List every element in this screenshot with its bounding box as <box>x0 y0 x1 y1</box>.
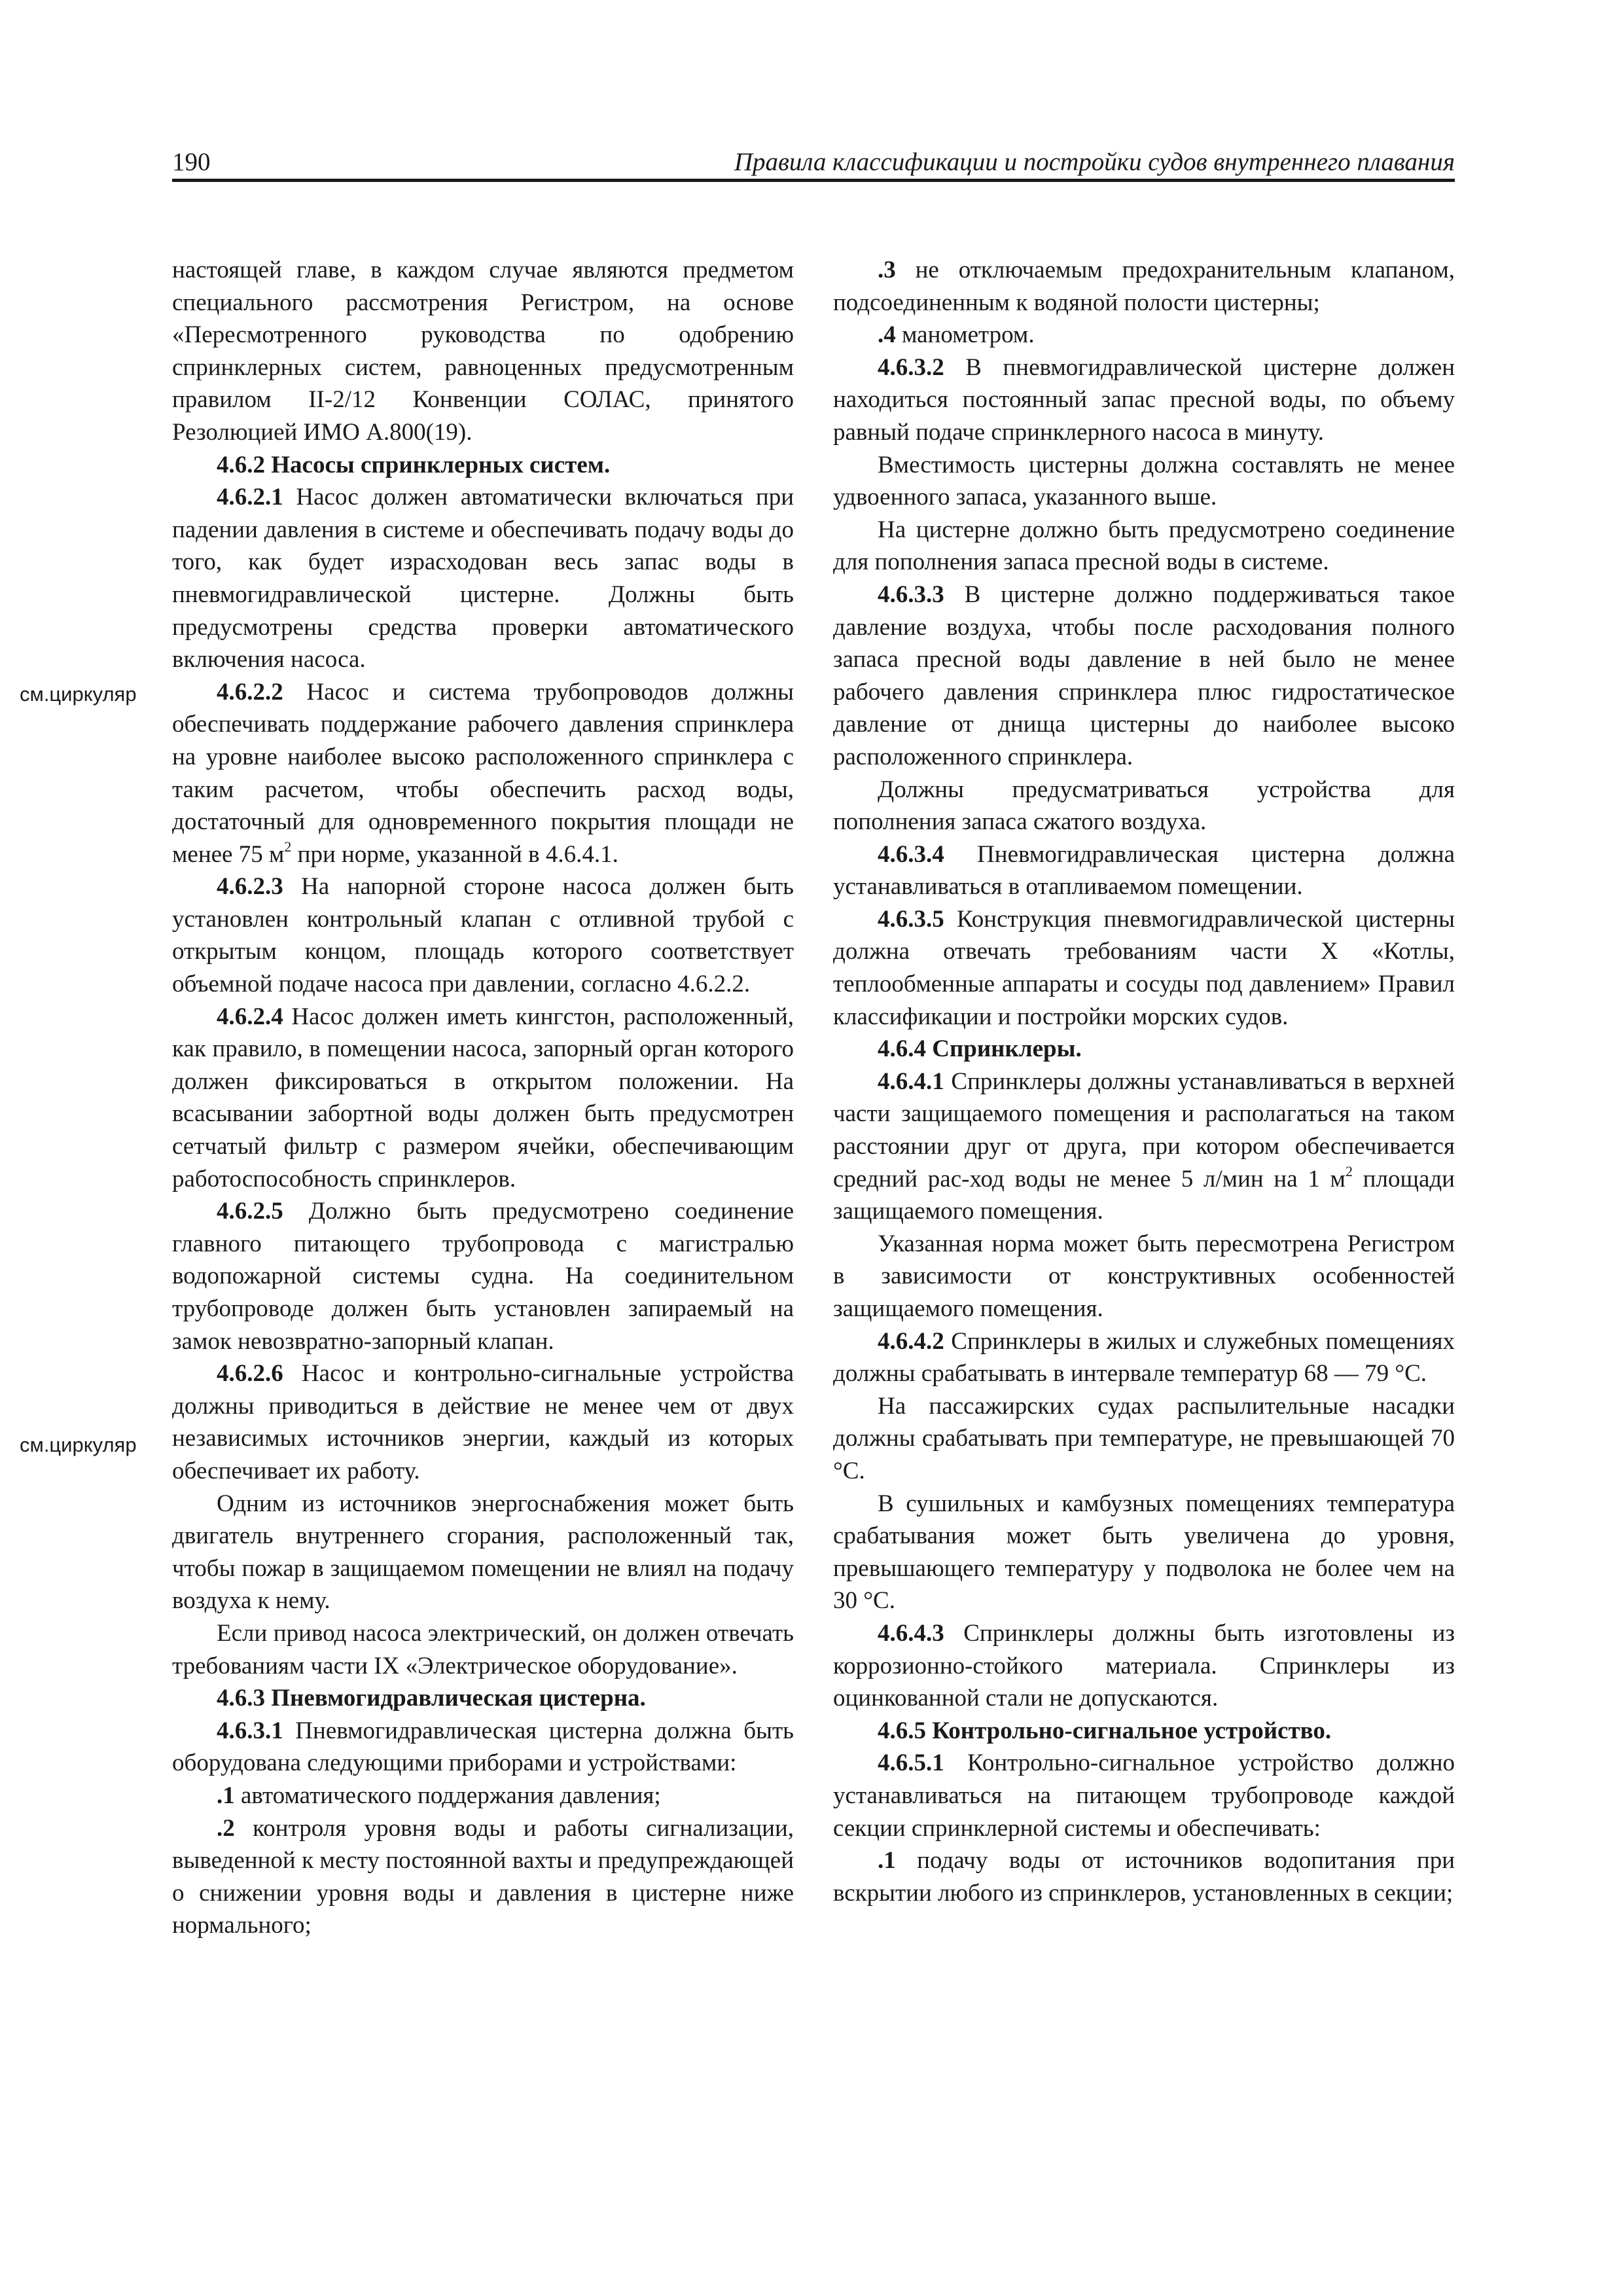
clause-number: 4.6.4.3 <box>878 1619 944 1647</box>
clause-4-6-4-1 <box>833 1066 1455 1228</box>
clause-text: площади защищаемого помещения. <box>833 1165 1455 1225</box>
clause-number: 4.6.2.3 <box>217 873 283 901</box>
superscript: 2 <box>284 838 292 855</box>
clause-number: 4.6.2.5 <box>217 1198 283 1225</box>
clause-4-6-5-1 <box>833 1747 1455 1844</box>
clause-number: 4.6.3.1 <box>217 1717 283 1744</box>
clause-4-6-3-3 <box>833 579 1455 774</box>
clause-text: В пневмогидравлической цистерне должен находиться постоянный запас пресной воды, по объему равный подаче спринклерного насоса в минуту. <box>833 353 1455 446</box>
section-heading-4-6-2: 4.6.2 Насосы спринклерных систем. <box>217 451 611 478</box>
clause-4-6-3-4 <box>833 838 1455 903</box>
clause-4-6-2-6 <box>172 1357 794 1487</box>
clause-text: На напорной стороне насоса должен быть установлен контрольный клапан с отливной трубой с открытым концом, площадь которого соответствует объемной подаче насоса при давлении, согласно 4.6.2.2. <box>172 873 794 998</box>
clause-4-6-2-1 <box>172 481 794 676</box>
clause-4-6-2-2 <box>172 676 794 871</box>
clause-number: 4.6.2.2 <box>217 678 283 706</box>
clause-text: Контрольно-сигнальное устройство должно устанавливаться на питающем трубопроводе каждой секции спринклерной системы и обеспечивать: <box>833 1749 1455 1842</box>
item-text: автоматического поддержания давления; <box>234 1782 661 1809</box>
list-item <box>833 1844 1455 1909</box>
clause-text: Конструкция пневмогидравлической цистерны должна отвечать требованиям части X «Котлы, теплообменные аппараты и сосуды под давлением» Правил классификации и постройки морских судов. <box>833 905 1455 1030</box>
clause-number: 4.6.2.4 <box>217 1003 283 1030</box>
clause-number: 4.6.3.5 <box>878 905 944 933</box>
clause-text: Насос и система трубопроводов должны обеспечивать поддержание рабочего давления спринклера на уровне наиболее высоко расположенного спринклера с таким расчетом, чтобы обеспечить расход воды, достаточный для одновременного покрытия площади не менее 75 м <box>172 678 794 868</box>
item-number: .3 <box>878 257 896 283</box>
section-heading-4-6-3: 4.6.3 Пневмогидравлическая цистерна. <box>217 1685 646 1712</box>
item-number: .1 <box>878 1847 896 1874</box>
clause-4-6-3-2 <box>833 351 1455 449</box>
clause-text: В цистерне должно поддерживаться такое давление воздуха, чтобы после расходования полного запаса пресной воды давление в ней было не менее рабочего давления спринклера плюс гидростатическое давление от днища цистерны до наиболее высоко расположенного спринклера. <box>833 581 1455 770</box>
item-text: контроля уровня воды и работы сигнализации, выведенной к месту постоянной вахты и предупреждающей о снижении уровня воды и давления в цистерне ниже нормального; <box>172 1814 794 1939</box>
clause-number: 4.6.4.1 <box>878 1067 944 1095</box>
running-title: Правила классификации и постройки судов внутреннего плавания <box>734 148 1455 176</box>
header-rule <box>172 179 1455 182</box>
clause-text: при норме, указанной в 4.6.4.1. <box>291 840 618 868</box>
page-number: 190 <box>172 148 211 176</box>
item-number: .2 <box>217 1814 235 1842</box>
paragraph: Должны предусматриваться устройства для пополнения запаса сжатого воздуха. <box>833 776 1455 836</box>
page-header <box>172 143 1455 182</box>
item-number: .4 <box>878 321 896 349</box>
clause-text: Пневмогидравлическая цистерна должна устанавливаться в отапливаемом помещении. <box>833 840 1455 901</box>
clause-4-6-2-5 <box>172 1195 794 1357</box>
clause-4-6-3-5 <box>833 903 1455 1033</box>
clause-number: 4.6.4.2 <box>878 1327 944 1355</box>
clause-text: Должно быть предусмотрено соединение главного питающего трубопровода с магистралью водопожарной системы судна. На соединительном трубопроводе должен быть установлен запираемый на замок невозвратно-запорный клапан. <box>172 1198 794 1355</box>
section-heading-4-6-4: 4.6.4 Спринклеры. <box>878 1035 1082 1063</box>
clause-number: 4.6.3.4 <box>878 840 944 868</box>
clause-4-6-4-3 <box>833 1617 1455 1715</box>
item-text: манометром. <box>895 321 1035 349</box>
item-text: не отключаемым предохранительным клапаном, подсоединенным к водяной полости цистерны; <box>833 257 1455 316</box>
paragraph: настоящей главе, в каждом случае являются предметом специального рассмотрения Регистром, на основе «Пересмотренного руководства по одобрению спринклерных систем, равноценных предусмотренным правилом II-2/12 Конвенции СОЛАС, принятого Резолюцией ИМО А.800(19). <box>172 257 794 446</box>
clause-text: Насос должен автоматически включаться при падении давления в системе и обеспечивать подачу воды до того, как будет израсходован весь запас воды в пневмогидравлической цистерне. Должны быть предусмотрены средства проверки автоматического включения насоса. <box>172 484 794 673</box>
paragraph: Если привод насоса электрический, он должен отвечать требованиям части IX «Электрическое оборудование». <box>172 1619 794 1679</box>
list-item <box>172 1812 794 1942</box>
paragraph: На цистерне должно быть предусмотрено соединение для пополнения запаса пресной воды в системе. <box>833 516 1455 576</box>
list-item <box>833 319 1455 351</box>
clause-text: Насос должен иметь кингстон, расположенный, как правило, в помещении насоса, запорный орган которого должен фиксироваться в открытом положении. На всасывании забортной воды должен быть предусмотрен сетчатый фильтр с размером ячейки, обеспечивающим работоспособность спринклеров. <box>172 1003 794 1193</box>
clause-text: Насос и контрольно-сигнальные устройства должны приводиться в действие не менее чем от двух независимых источников энергии, каждый из которых обеспечивает их работу. <box>172 1360 794 1484</box>
clause-number: 4.6.2.1 <box>217 484 283 511</box>
margin-note-circular: см.циркуляр <box>20 683 137 706</box>
superscript: 2 <box>1345 1163 1353 1180</box>
paragraph: Вместимость цистерны должна составлять не менее удвоенного запаса, указанного выше. <box>833 451 1455 511</box>
list-item <box>172 1780 794 1812</box>
item-number: .1 <box>217 1782 235 1809</box>
item-text: подачу воды от источников водопитания при вскрытии любого из спринклеров, установленных в секции; <box>833 1847 1455 1907</box>
clause-number: 4.6.3.3 <box>878 581 944 608</box>
left-column <box>172 254 794 1942</box>
paragraph: В сушильных и камбузных помещениях температура срабатывания может быть увеличена до уровня, превышающего температуру у подволока не более чем на 30 °С. <box>833 1490 1455 1615</box>
clause-4-6-2-3 <box>172 870 794 1000</box>
right-column <box>833 254 1455 1909</box>
paragraph: На пассажирских судах распылительные насадки должны срабатывать при температуре, не превышающей 70 °С. <box>833 1392 1455 1484</box>
paragraph: Указанная норма может быть пересмотрена Регистром в зависимости от конструктивных особенностей защищаемого помещения. <box>833 1230 1455 1322</box>
paragraph: Одним из источников энергоснабжения может быть двигатель внутреннего сгорания, расположенный так, чтобы пожар в защищаемом помещении не влиял на подачу воздуха к нему. <box>172 1490 794 1615</box>
clause-text: Спринклеры должны быть изготовлены из коррозионно-стойкого материала. Спринклеры из оцинкованной стали не допускаются. <box>833 1619 1455 1712</box>
clause-4-6-4-2 <box>833 1325 1455 1390</box>
clause-number: 4.6.3.2 <box>878 353 944 381</box>
clause-text: Спринклеры должны устанавливаться в верхней части защищаемого помещения и располагаться на таком расстоянии друг от друга, при котором обеспечивается средний рас-ход воды не менее 5 л/мин на 1 м <box>833 1067 1455 1193</box>
clause-number: 4.6.2.6 <box>217 1360 283 1388</box>
section-heading-4-6-5: 4.6.5 Контрольно-сигнальное устройство. <box>878 1717 1332 1744</box>
clause-4-6-2-4 <box>172 1001 794 1196</box>
list-item <box>833 254 1455 319</box>
clause-text: Пневмогидравлическая цистерна должна быть оборудована следующими приборами и устройствами: <box>172 1717 794 1777</box>
margin-note-circular: см.циркуляр <box>20 1433 137 1456</box>
clause-number: 4.6.5.1 <box>878 1749 944 1777</box>
clause-4-6-3-1 <box>172 1715 794 1780</box>
clause-text: Спринклеры в жилых и служебных помещениях должны срабатывать в интервале температур 68 — 79 °С. <box>833 1327 1455 1388</box>
